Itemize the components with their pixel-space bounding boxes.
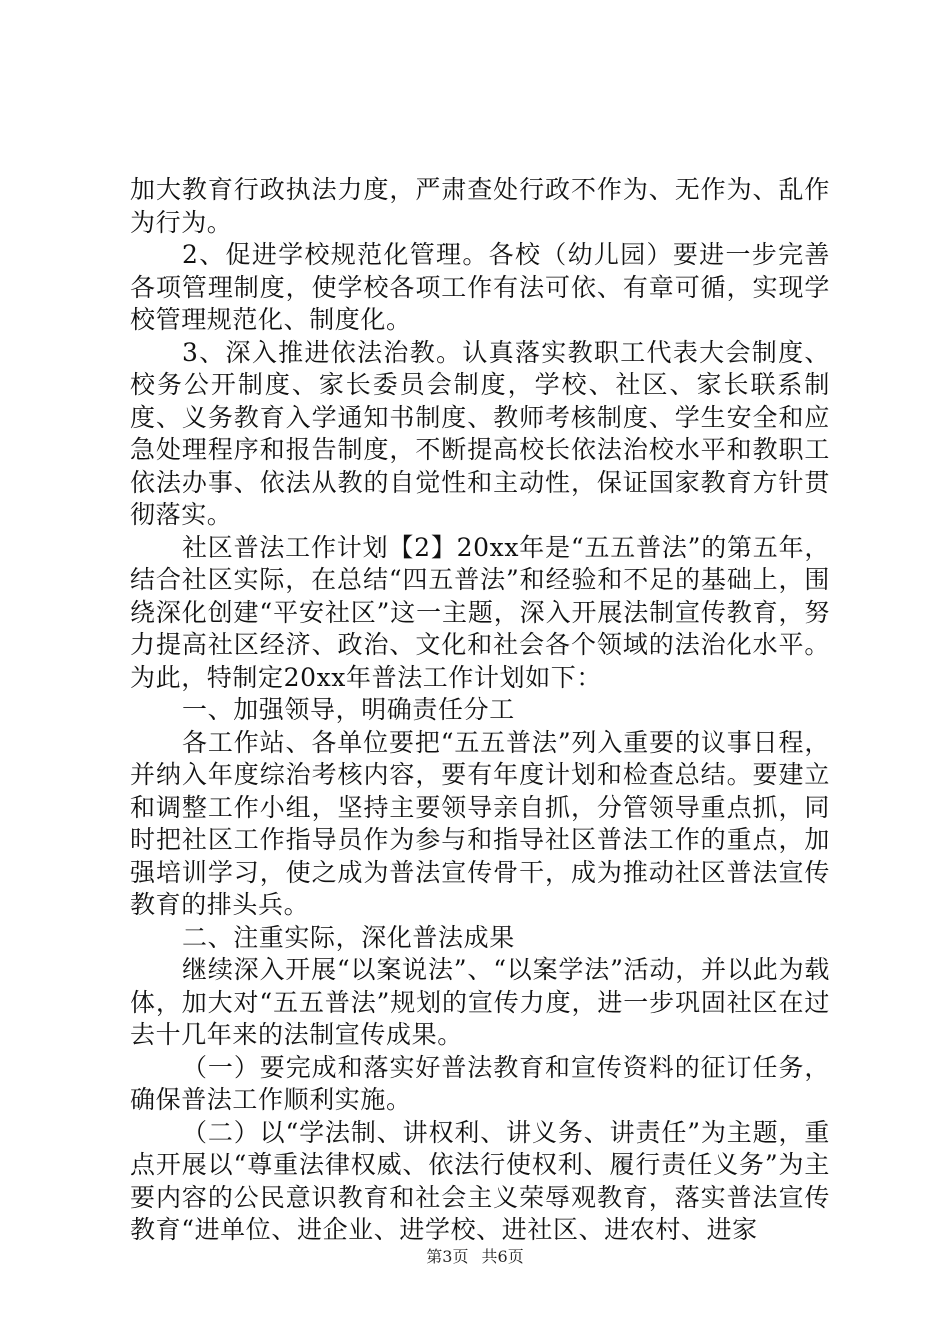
paragraph-7: （一）要完成和落实好普法教育和宣传资料的征订任务，确保普法工作顺利实施。 <box>130 1052 830 1114</box>
section-heading-1: 一、加强领导，明确责任分工 <box>182 695 515 724</box>
page-number: 第3页 <box>426 1247 469 1266</box>
document-body <box>130 174 830 1247</box>
page-total: 共6页 <box>481 1247 524 1266</box>
paragraph-4: 社区普法工作计划【2】20xx年是“五五普法”的第五年，结合社区实际，在总结“四五普法”和经验和不足的基础上，围绕深化创建“平安社区”这一主题，深入开展法制宣传教育，努力提高社区经济、政治、文化和社会各个领域的法治化水平。为此，特制定20xx年普法工作计划如下： <box>130 532 830 692</box>
paragraph-8: （二）以“学法制、讲权利、讲义务、讲责任”为主题，重点开展以“尊重法律权威、依法行使权利、履行责任义务”为主要内容的公民意识教育和社会主义荣辱观教育，落实普法宣传教育“进单位、进企业、进学校、进社区、进农村、进家 <box>130 1117 830 1244</box>
paragraph-3: 3、深入推进依法治教。认真落实教职工代表大会制度、校务公开制度、家长委员会制度，学校、社区、家长联系制度、义务教育入学通知书制度、教师考核制度、学生安全和应急处理程序和报告制度，不断提高校长依法治校水平和教职工依法办事、依法从教的自觉性和主动性，保证国家教育方针贯彻落实。 <box>130 337 830 529</box>
paragraph-1: 加大教育行政执法力度，严肃查处行政不作为、无作为、乱作为行为。 <box>130 175 830 237</box>
section-heading-2: 二、注重实际，深化普法成果 <box>182 922 515 952</box>
page-footer <box>0 1244 950 1267</box>
paragraph-5: 各工作站、各单位要把“五五普法”列入重要的议事日程，并纳入年度综治考核内容，要有年度计划和检查总结。要建立和调整工作小组，坚持主要领导亲自抓，分管领导重点抓，同时把社区工作指导员作为参与和指导社区普法工作的重点，加强培训学习，使之成为普法宣传骨干，成为推动社区普法宣传教育的排头兵。 <box>130 727 830 919</box>
paragraph-2: 2、促进学校规范化管理。各校（幼儿园）要进一步完善各项管理制度，使学校各项工作有法可依、有章可循，实现学校管理规范化、制度化。 <box>130 240 830 334</box>
paragraph-6: 继续深入开展“以案说法”、“以案学法”活动，并以此为载体，加大对“五五普法”规划的宣传力度，进一步巩固社区在过去十几年来的法制宣传成果。 <box>130 955 830 1049</box>
